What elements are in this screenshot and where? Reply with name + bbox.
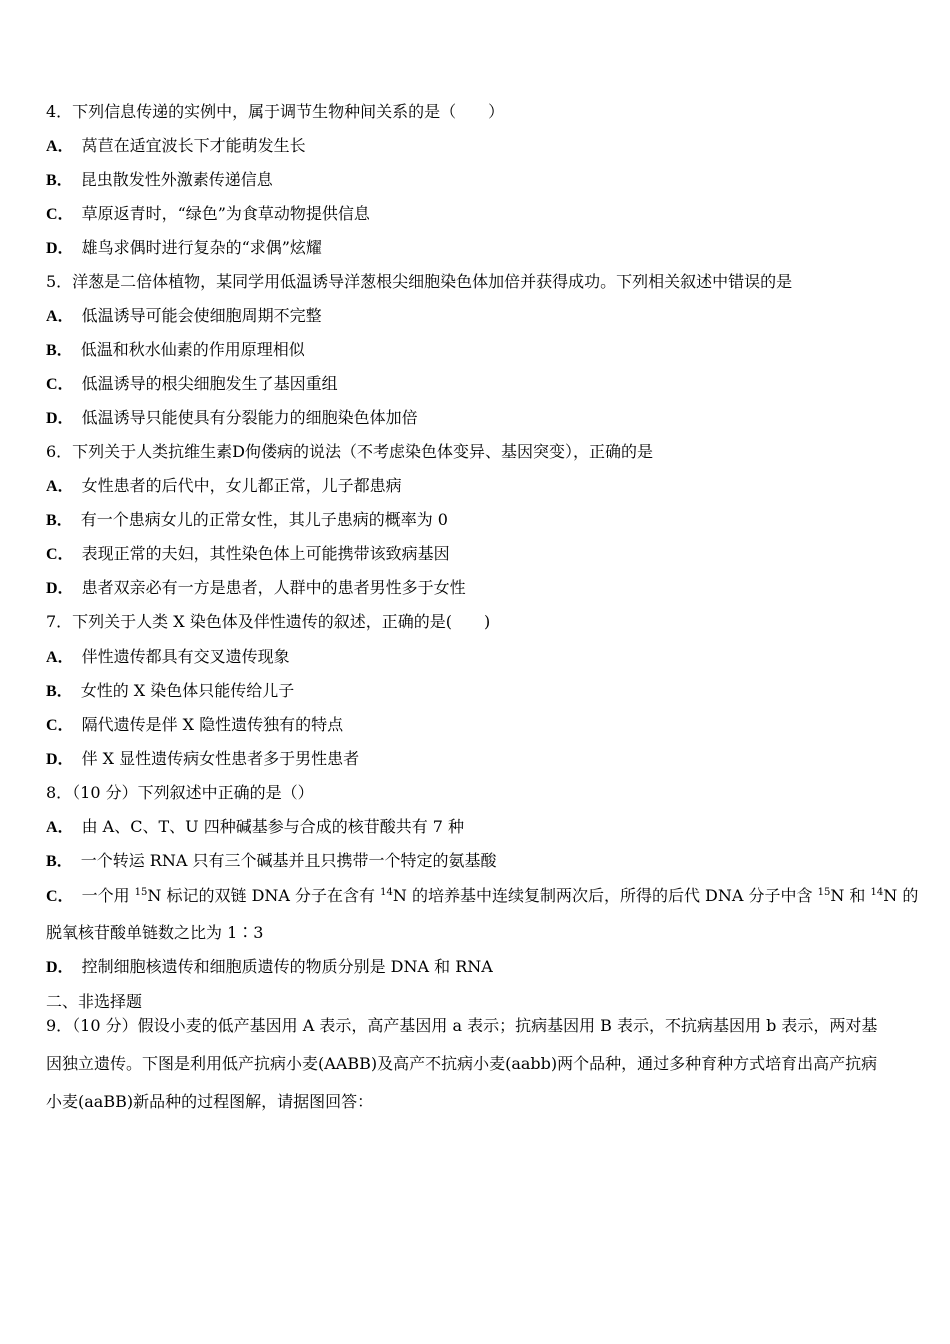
- q7-option-a: [46, 647, 906, 668]
- q8-option-a: [46, 817, 906, 838]
- option-letter: B．: [46, 683, 73, 700]
- section-title: 二、非选择题: [46, 992, 143, 1011]
- q6-stem: 6．下列关于人类抗维生素D佝偻病的说法（不考虑染色体变异、基因突变），正确的是: [46, 442, 654, 461]
- q5-option-b: [46, 340, 906, 361]
- option-text: 控制细胞核遗传和细胞质遗传的物质分别是 DNA 和 RNA: [81, 957, 493, 976]
- q5-stem: 5．洋葱是二倍体植物，某同学用低温诱导洋葱根尖细胞染色体加倍并获得成功。下列相关叙述中错误的是: [46, 272, 793, 291]
- option-text: 莴苣在适宜波长下才能萌发生长: [81, 136, 306, 155]
- option-letter: B．: [46, 512, 73, 529]
- option-letter: C．: [46, 376, 74, 393]
- option-text: 一个转运 RNA 只有三个碱基并且只携带一个特定的氨基酸: [80, 851, 497, 870]
- q5-option-d: [46, 408, 906, 429]
- q9-stem-line3: 小麦(aaBB)新品种的过程图解，请据图回答：: [46, 1092, 374, 1111]
- option-letter: C．: [46, 888, 74, 905]
- option-text: N 标记的双链 DNA 分子在含有: [147, 886, 381, 905]
- option-text: 表现正常的夫妇，其性染色体上可能携带该致病基因: [81, 544, 450, 563]
- isotope-superscript: 14: [380, 887, 393, 898]
- q8-option-c-continued: 脱氧核苷酸单链数之比为 1∶3: [46, 923, 264, 942]
- option-letter: D．: [46, 751, 74, 768]
- option-text: 雄鸟求偶时进行复杂的“求偶”炫耀: [81, 238, 322, 257]
- option-letter: A．: [46, 308, 74, 325]
- option-letter: D．: [46, 410, 74, 427]
- q7-option-b: [46, 681, 906, 702]
- option-letter: A．: [46, 138, 74, 155]
- q6-option-a: [46, 476, 906, 497]
- option-text: 低温和秋水仙素的作用原理相似: [80, 340, 305, 359]
- option-text: 伴性遗传都具有交叉遗传现象: [81, 647, 290, 666]
- q6-option-b: [46, 510, 906, 531]
- q4-option-b: [46, 170, 906, 191]
- option-letter: C．: [46, 546, 74, 563]
- option-text: 患者双亲必有一方是患者，人群中的患者男性多于女性: [81, 578, 466, 597]
- option-text: 昆虫散发性外激素传递信息: [80, 170, 273, 189]
- option-letter: B．: [46, 172, 73, 189]
- option-letter: D．: [46, 959, 74, 976]
- option-text: 女性患者的后代中，女儿都正常，儿子都患病: [81, 476, 402, 495]
- option-text: 低温诱导的根尖细胞发生了基因重组: [81, 374, 338, 393]
- q6-option-d: [46, 578, 906, 599]
- q5-option-c: [46, 374, 906, 395]
- option-text: 低温诱导可能会使细胞周期不完整: [81, 306, 322, 325]
- isotope-superscript: 14: [870, 887, 884, 898]
- q4-option-d: [46, 238, 906, 259]
- option-text: 由 A、C、T、U 四种碱基参与合成的核苷酸共有 7 种: [81, 817, 465, 836]
- q8-option-d: [46, 957, 906, 978]
- q4-option-c: [46, 204, 906, 225]
- option-letter: D．: [46, 240, 74, 257]
- q8-option-b: [46, 851, 906, 872]
- q9-stem-line2: 因独立遗传。下图是利用低产抗病小麦(AABB)及高产不抗病小麦(aabb)两个品种，通过多种育种方式培育出高产抗病: [46, 1054, 878, 1073]
- option-text: N 的培养基中连续复制两次后，所得的后代 DNA 分子中含: [392, 886, 818, 905]
- option-text: 草原返青时，“绿色”为食草动物提供信息: [81, 204, 370, 223]
- q8-stem: 8．（10 分）下列叙述中正确的是（）: [46, 783, 314, 802]
- q5-option-a: [46, 306, 906, 327]
- option-text: 伴 X 显性遗传病女性患者多于男性患者: [81, 749, 360, 768]
- option-letter: A．: [46, 819, 74, 836]
- q6-option-c: [46, 544, 906, 565]
- option-text: N 的: [883, 886, 919, 905]
- option-text: 女性的 X 染色体只能传给儿子: [80, 681, 295, 700]
- q7-option-d: [46, 749, 906, 770]
- q8-option-c: [46, 886, 919, 907]
- option-letter: D．: [46, 580, 74, 597]
- option-letter: A．: [46, 649, 74, 666]
- q9-stem-line1: 9．（10 分）假设小麦的低产基因用 A 表示，高产基因用 a 表示；抗病基因用 B 表示，不抗病基因用 b 表示，两对基: [46, 1016, 878, 1035]
- option-letter: C．: [46, 206, 74, 223]
- option-letter: C．: [46, 717, 74, 734]
- q7-option-c: [46, 715, 906, 736]
- q4-option-a: [46, 136, 906, 157]
- option-text: 隔代遗传是伴 X 隐性遗传独有的特点: [81, 715, 344, 734]
- option-letter: B．: [46, 853, 73, 870]
- option-text: 一个用: [81, 886, 135, 905]
- isotope-superscript: 15: [134, 887, 148, 898]
- q7-stem: 7．下列关于人类 X 染色体及伴性遗传的叙述，正确的是( ): [46, 612, 491, 631]
- option-text: 有一个患病女儿的正常女性，其儿子患病的概率为 0: [80, 510, 448, 529]
- option-letter: B．: [46, 342, 73, 359]
- isotope-superscript: 15: [817, 887, 831, 898]
- q4-stem: 4．下列信息传递的实例中，属于调节生物种间关系的是（ ）: [46, 102, 505, 121]
- option-text: 低温诱导只能使具有分裂能力的细胞染色体加倍: [81, 408, 418, 427]
- option-letter: A．: [46, 478, 74, 495]
- option-text: N 和: [830, 886, 871, 905]
